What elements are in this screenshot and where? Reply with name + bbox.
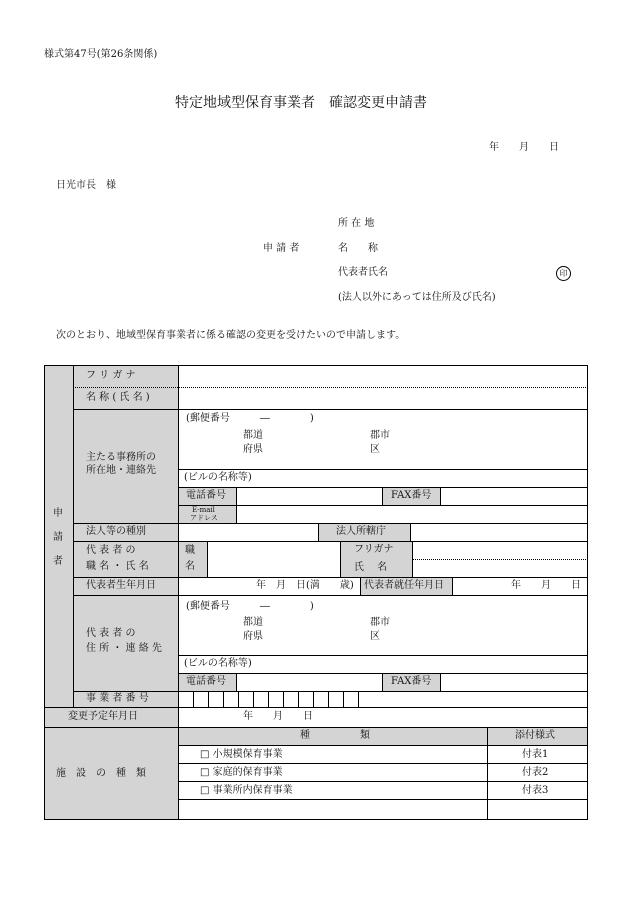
- furigana-label: フ リ ガ ナ: [86, 370, 136, 381]
- position-label-1: 職: [185, 545, 195, 556]
- corp-agency-label: 法人所轄庁: [336, 526, 386, 537]
- row-line: [44, 727, 588, 728]
- number-box-line: [223, 691, 224, 707]
- change-date-value: 年 月 日: [243, 711, 313, 722]
- number-box-line: [328, 691, 329, 707]
- city-2: 区: [370, 444, 380, 455]
- building-name: (ビルの名称等): [184, 472, 252, 483]
- applicant-name-label: 名 称: [338, 243, 378, 254]
- birth-label: 代表者生年月日: [86, 580, 156, 591]
- row-line: [73, 541, 588, 542]
- attach-header: 添付様式: [515, 730, 555, 741]
- cell-line: [382, 673, 383, 691]
- number-box-line: [313, 691, 314, 707]
- side-label-2: 請: [53, 532, 63, 543]
- row-line: [178, 799, 588, 800]
- term-value: 年 月 日: [511, 580, 581, 591]
- row-line: [73, 577, 588, 578]
- cell-line: [487, 727, 488, 819]
- tel-label: 電話番号: [186, 490, 226, 501]
- seal-mark: 印: [556, 266, 571, 281]
- birth-value: 年 月 日(満 歳): [256, 580, 354, 591]
- city-2a: 郡市: [370, 617, 390, 628]
- row-line: [73, 409, 588, 410]
- table-border-top: [44, 365, 588, 366]
- corp-type-label: 法人等の種別: [86, 526, 146, 537]
- side-label-1: 申: [53, 508, 63, 519]
- rep-furigana-label: フリガナ: [354, 544, 394, 555]
- row-line: [178, 673, 588, 674]
- table-border-left: [44, 365, 45, 820]
- facility-1-form: 付表1: [522, 749, 549, 760]
- facility-2-name[interactable]: □ 家庭的保育事業: [200, 767, 283, 778]
- facility-3-name[interactable]: □ 事業所内保育事業: [200, 785, 293, 796]
- rep-title-label-1: 代 表 者 の: [86, 545, 136, 556]
- page-title: 特定地域型保育事業者 確認変更申請書: [175, 95, 427, 111]
- postal-code: (郵便番号 ― ): [186, 413, 314, 424]
- furigana-divider: [73, 387, 588, 388]
- prefecture-2a: 都道: [243, 617, 263, 628]
- number-box-line: [358, 691, 359, 707]
- cell-line: [412, 541, 413, 577]
- addressee: 日光市長 様: [56, 180, 116, 191]
- cell-line: [440, 673, 441, 691]
- number-box-line: [253, 691, 254, 707]
- term-label: 代表者就任年月日: [364, 580, 444, 591]
- applicant-rep-label: 代表者氏名: [338, 267, 388, 278]
- form-number: 様式第47号(第26条関係): [44, 49, 158, 60]
- intro-text: 次のとおり、地域型保育事業者に係る確認の変更を受けたいので申請します。: [56, 330, 406, 341]
- number-box-line: [193, 691, 194, 707]
- cell-line: [452, 577, 453, 595]
- cell-line: [360, 577, 361, 595]
- change-date-label: 変更予定年月日: [68, 711, 138, 722]
- date-line: 年 月 日: [489, 142, 559, 153]
- number-box-line: [268, 691, 269, 707]
- position-label-2: 名: [185, 561, 195, 572]
- row-line: [178, 655, 588, 656]
- email-label-1: E-mail: [192, 506, 215, 514]
- fax-label: FAX番号: [391, 490, 432, 501]
- row-line: [178, 745, 588, 746]
- rep-title-label-2: 職 名 ・ 氏 名: [86, 561, 149, 572]
- row-line: [73, 691, 588, 692]
- rep-name-label: 氏 名: [354, 562, 388, 573]
- number-box-line: [208, 691, 209, 707]
- number-box-line: [283, 691, 284, 707]
- facility-label: 施 設 の 種 類: [56, 768, 146, 779]
- side-label-3: 者: [53, 556, 63, 567]
- facility-3-form: 付表3: [522, 785, 549, 796]
- email-label-2: アドレス: [190, 514, 218, 522]
- cell-line: [382, 487, 383, 505]
- row-line: [178, 763, 588, 764]
- postal-code-2: (郵便番号 ― ): [186, 601, 314, 612]
- cell-line: [340, 541, 341, 577]
- kind-header: 種 類: [300, 730, 370, 741]
- number-box-line: [238, 691, 239, 707]
- cell-line: [236, 673, 237, 691]
- fax-label-2: FAX番号: [391, 676, 432, 687]
- office-label-2: 所在地・連絡先: [86, 465, 156, 476]
- tel-label-2: 電話番号: [186, 676, 226, 687]
- city-2b: 区: [370, 631, 380, 642]
- label-divider: [178, 365, 179, 820]
- table-border-right: [587, 365, 588, 820]
- prefecture-2: 府県: [243, 444, 263, 455]
- table-border-bottom: [44, 819, 588, 820]
- cell-line: [207, 541, 208, 577]
- business-number-label: 事 業 者 番 号: [86, 693, 149, 704]
- cell-line: [318, 523, 319, 541]
- number-box-line: [343, 691, 344, 707]
- prefecture-2b: 府県: [243, 631, 263, 642]
- row-line: [44, 707, 588, 708]
- row-line: [73, 523, 588, 524]
- city-1: 郡市: [370, 430, 390, 441]
- row-line: [178, 505, 588, 506]
- name-label: 名 称 ( 氏 名 ): [86, 392, 150, 403]
- side-divider: [73, 365, 74, 707]
- row-line: [178, 469, 588, 470]
- rep-address-label-2: 住 所 ・ 連 絡 先: [86, 643, 162, 654]
- rep-address-label-1: 代 表 者 の: [86, 628, 136, 639]
- rep-furigana-divider: [412, 559, 588, 560]
- office-label-1: 主たる事務所の: [86, 452, 156, 463]
- building-name-2: (ビルの名称等): [184, 658, 252, 669]
- facility-1-name[interactable]: □ 小規模保育事業: [200, 749, 283, 760]
- row-line: [73, 595, 588, 596]
- cell-line: [410, 523, 411, 541]
- cell-line: [236, 487, 237, 523]
- cell-line: [440, 487, 441, 505]
- applicant-note: (法人以外にあっては住所及び氏名): [338, 292, 496, 303]
- prefecture-1: 都道: [243, 430, 263, 441]
- facility-2-form: 付表2: [522, 767, 549, 778]
- applicant-address-label: 所 在 地: [338, 218, 375, 229]
- applicant-label: 申 請 者: [263, 243, 300, 254]
- row-line: [178, 487, 588, 488]
- row-line: [178, 781, 588, 782]
- number-box-line: [298, 691, 299, 707]
